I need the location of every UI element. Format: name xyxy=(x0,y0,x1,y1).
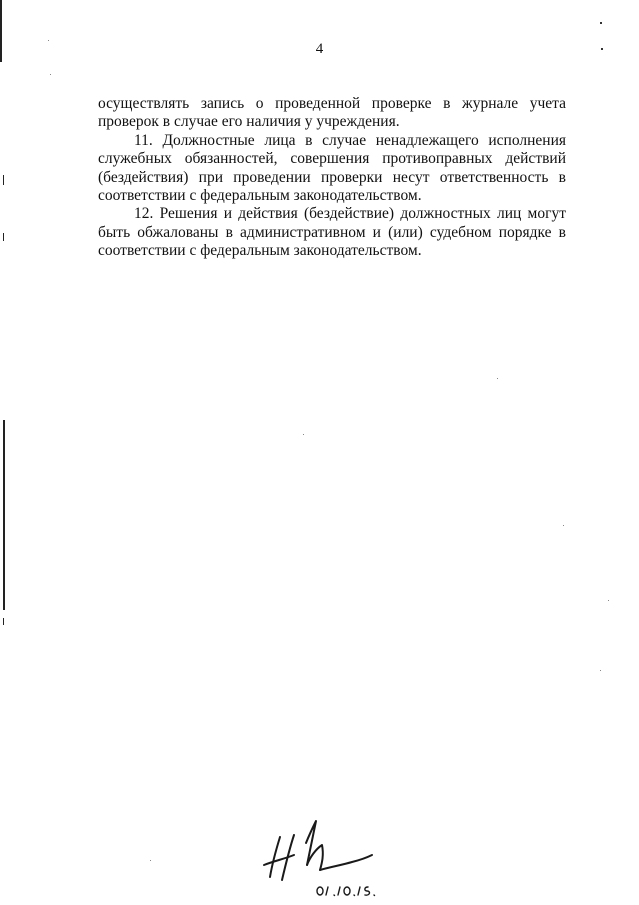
scan-speck xyxy=(600,670,601,671)
document-body xyxy=(98,95,566,261)
scan-speck xyxy=(608,600,609,601)
scan-edge-mark xyxy=(3,618,4,625)
paragraph-item-11: 11. Должностные лица в случае ненадлежащего исполнения служебных обязанностей, совершения противоправных действий (бездействия) при проведении проверки несут ответственность в соответствии с федеральным законодательством. xyxy=(98,131,566,205)
scan-edge-mark-long xyxy=(3,420,5,610)
scan-speck xyxy=(50,74,51,75)
paragraph-continuation: осуществлять запись о проведенной проверке в журнале учета проверок в случае его наличия у учреждения. xyxy=(98,95,566,131)
paragraph-item-12: 12. Решения и действия (бездействие) должностных лиц могут быть обжалованы в административном и (или) судебном порядке в соответствии с федеральным законодательством. xyxy=(98,205,566,260)
page-number: 4 xyxy=(315,41,324,57)
scan-edge-mark xyxy=(3,175,4,185)
scan-speck xyxy=(150,860,151,861)
scan-speck xyxy=(497,378,498,379)
scan-speck xyxy=(563,525,564,526)
scan-speck xyxy=(303,434,304,435)
handwritten-signature xyxy=(250,815,400,900)
scan-speck xyxy=(600,22,602,24)
scan-edge-mark xyxy=(3,233,4,241)
